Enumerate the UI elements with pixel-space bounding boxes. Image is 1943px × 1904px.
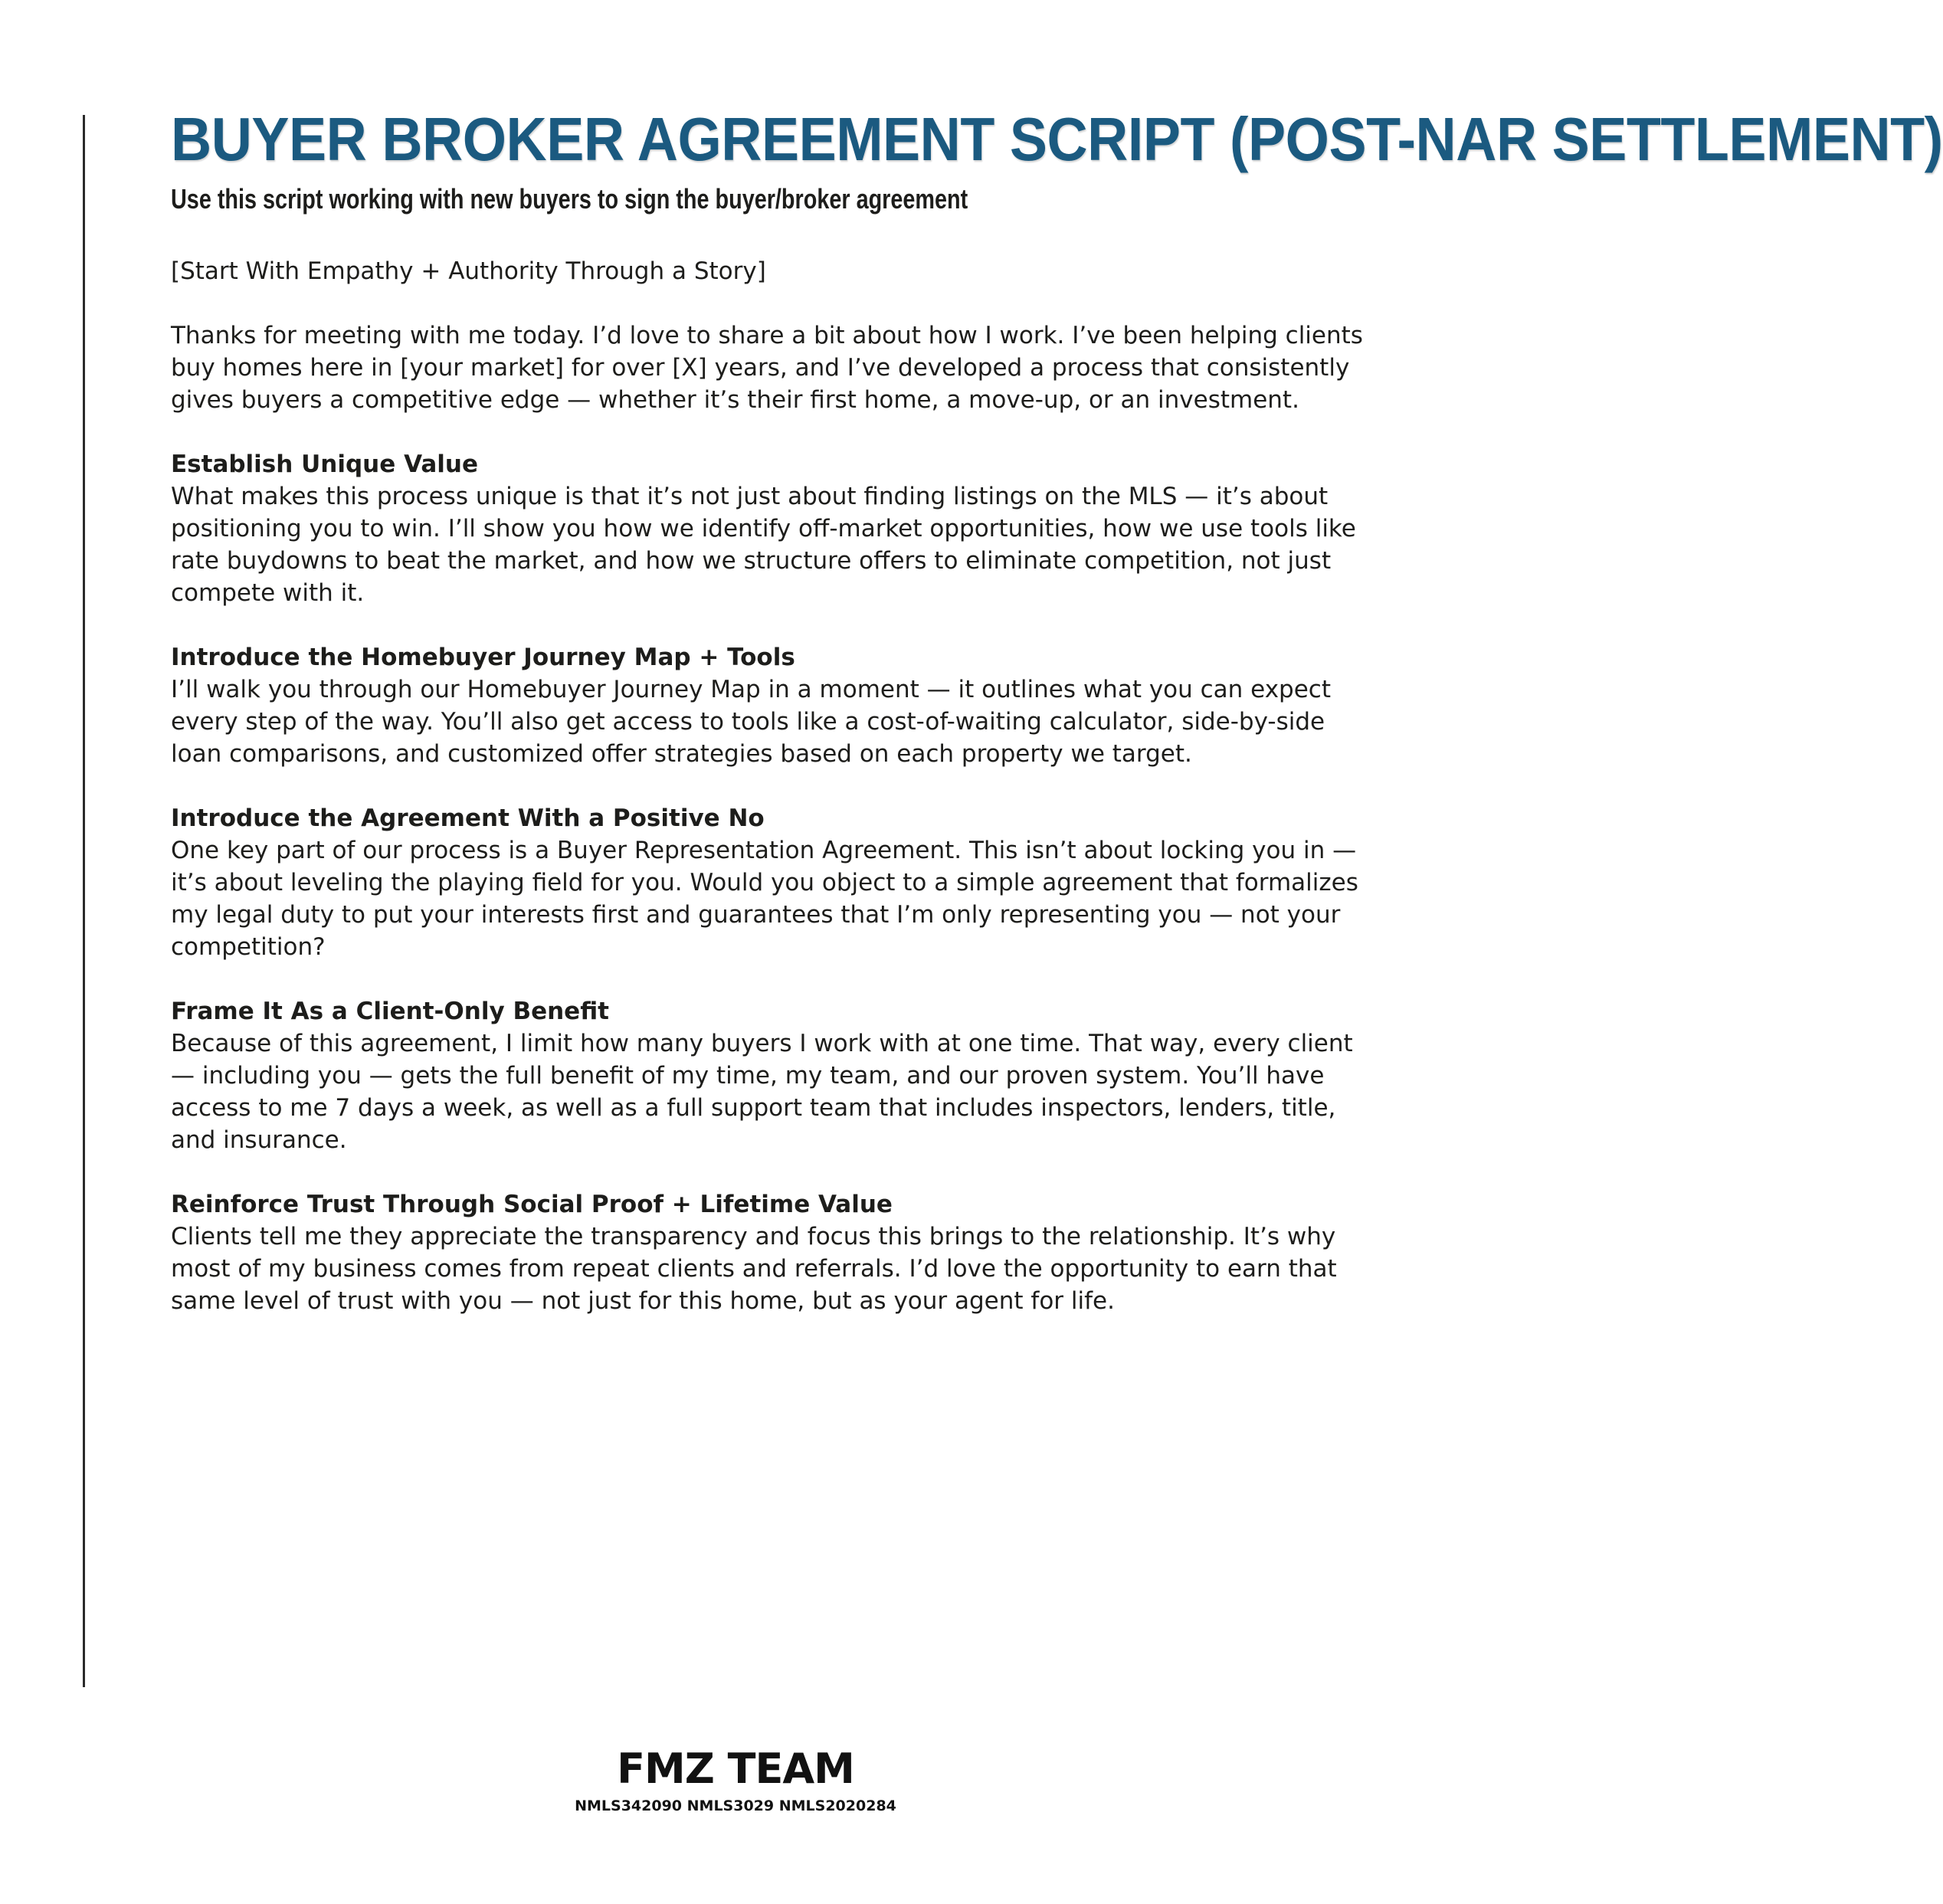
section-body: One key part of our process is a Buyer Representation Agreement. This isn’t about locking you in — it’s about leveling the playing field for you. Would you object to a simple agreement that formalizes my legal duty to put your interests first and guarantees that I’m only representing you — not your competition? (171, 837, 1358, 962)
section-body: Because of this agreement, I limit how many buyers I work with at one time. That way, every client — including you — gets the full benefit of my time, my team, and our proven system. You’ll have access to me 7 days a week, as well as a full support team that includes inspectors, lenders, title, and insurance. (171, 1030, 1353, 1155)
section-heading: Introduce the Homebuyer Journey Map + Tools (171, 644, 795, 672)
license-numbers: NMLS342090 NMLS3029 NMLS2020284 (575, 1797, 896, 1814)
section-unique-value (171, 448, 1366, 609)
section-journey-map (171, 641, 1366, 770)
section-heading: Frame It As a Client-Only Benefit (171, 998, 609, 1026)
page-title: BUYER BROKER AGREEMENT SCRIPT (POST-NAR SETTLEMENT) (171, 105, 1943, 173)
brand-logo: FMZ TEAM (617, 1745, 854, 1793)
page-subtitle: Use this script working with new buyers to sign the buyer/broker agreement (171, 183, 968, 215)
section-body: I’ll walk you through our Homebuyer Journey Map in a moment — it outlines what you can expect every step of the way. You’ll also get access to tools like a cost-of-waiting calculator, side-by-side loan comparisons, and customized offer strategies based on each property we target. (171, 676, 1332, 768)
section-positive-no (171, 802, 1366, 963)
footer (0, 1745, 1471, 1814)
section-heading: Introduce the Agreement With a Positive No (171, 805, 765, 833)
opening-paragraph: Thanks for meeting with me today. I’d love to share a bit about how I work. I’ve been helping clients buy homes here in [your market] for over [X] years, and I’ve developed a process that consistently gives buyers a competitive edge — whether it’s their first home, a move-up, or an investment. (171, 322, 1363, 415)
section-social-proof (171, 1188, 1366, 1317)
intro-note: [Start With Empathy + Authority Through a Story] (171, 257, 766, 286)
document-content (171, 105, 1943, 1317)
left-margin-rule (83, 115, 85, 1687)
section-heading: Reinforce Trust Through Social Proof + Lifetime Value (171, 1191, 893, 1219)
section-heading: Establish Unique Value (171, 451, 479, 479)
section-body: Clients tell me they appreciate the transparency and focus this brings to the relationship. It’s why most of my business comes from repeat clients and referrals. I’d love the opportunity to earn that same level of trust with you — not just for this home, but as your agent for life. (171, 1223, 1337, 1316)
section-body: What makes this process unique is that it’s not just about finding listings on the MLS — it’s about positioning you to win. I’ll show you how we identify off-market opportunities, how we use tools like rate buydowns to beat the market, and how we structure offers to eliminate competition, not just compete with it. (171, 483, 1356, 608)
section-client-benefit (171, 995, 1366, 1156)
